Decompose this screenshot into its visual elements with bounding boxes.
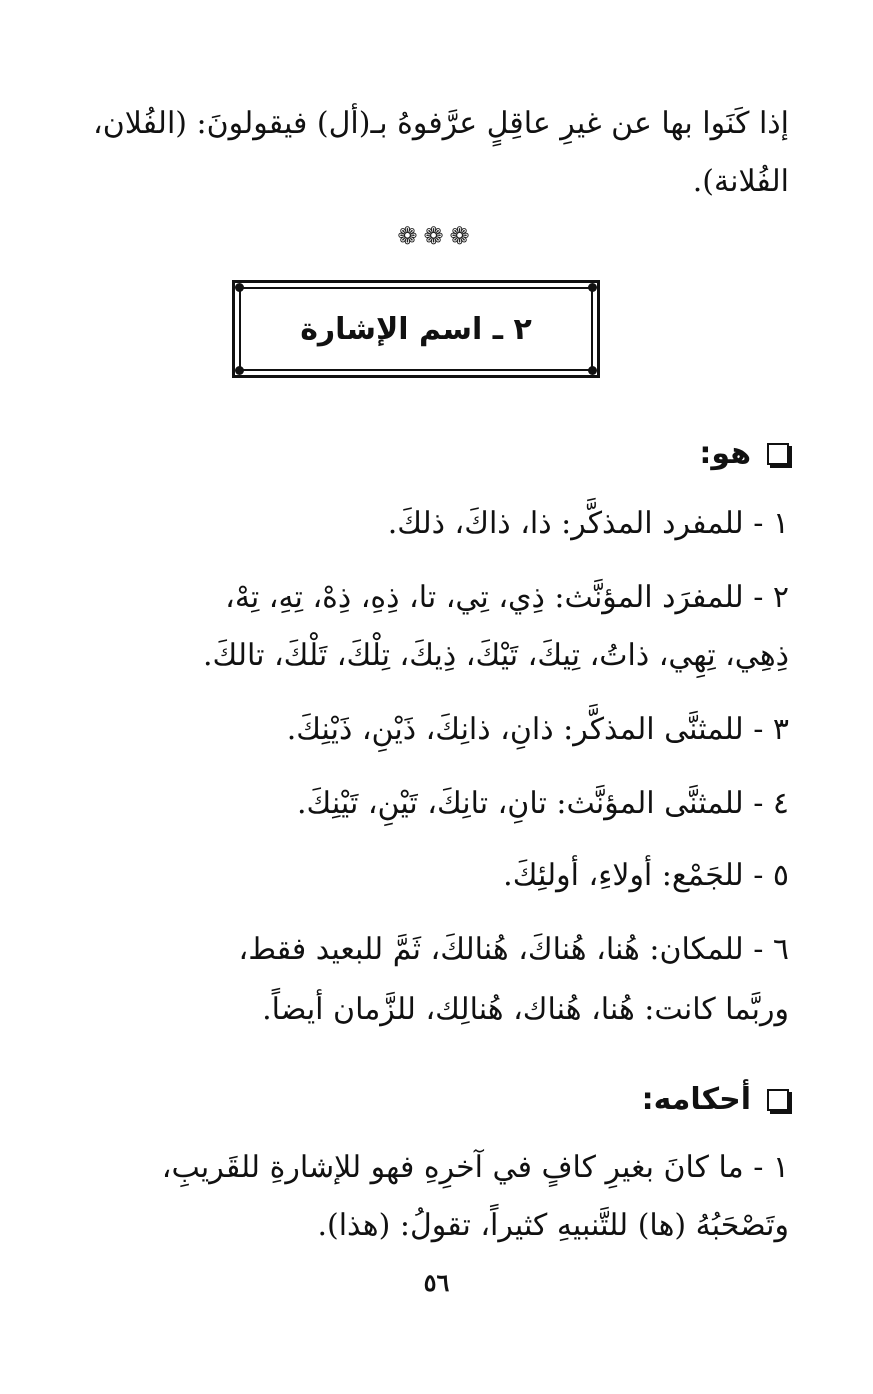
heading-definition [699,434,789,474]
square-bullet-icon [767,1089,789,1111]
rule-1-line-2: وتَصْحَبُهُ (ها) للتَّنبيهِ كثيراً، تقولُ: (هذا). [317,1208,789,1243]
frame-corner-ornament [235,366,244,375]
section-title-frame [232,280,600,378]
intro-line-2: الفُلانة). [692,164,789,199]
heading-rules-label: أحكامه: [641,1082,751,1117]
list-item-1: ١ - للمفرد المذكَّر: ذا، ذاكَ، ذلكَ. [387,506,789,541]
heading-definition-label: هو: [699,436,751,471]
frame-corner-ornament [588,283,597,292]
list-item-3: ٣ - للمثنَّى المذكَّر: ذانِ، ذانِكَ، ذَيْنِ، ذَيْنِكَ. [286,712,789,747]
heading-rules [642,1080,789,1120]
frame-corner-ornament [588,366,597,375]
list-item-2-line-1: ٢ - للمفرَد المؤنَّث: ذِي، تِي، تا، ذِهِ، ذِهْ، تِهِ، تِهْ، [225,580,789,615]
list-item-6-line-2: وربَّما كانت: هُنا، هُناك، هُنالِك، للزَّمان أيضاً. [262,992,789,1027]
list-item-6-line-1: ٦ - للمكان: هُنا، هُناكَ، هُنالكَ، ثَمَّ للبعيد فقط، [238,932,789,967]
section-title: ٢ ـ اسم الإشارة [300,311,532,347]
frame-corner-ornament [235,283,244,292]
list-item-2-line-2: ذِهِي، تِهِي، ذاتُ، تِيكَ، تَيْكَ، ذِيكَ، تِلْكَ، تَلْكَ، تالكَ. [203,638,789,673]
section-title-inner-frame [239,287,593,371]
square-bullet-icon [767,443,789,465]
rule-1-line-1: ١ - ما كانَ بغيرِ كافٍ في آخرِهِ فهو للإشارةِ للقَريبِ، [161,1150,789,1185]
section-separator: ❁❁❁ [397,222,476,250]
list-item-4: ٤ - للمثنَّى المؤنَّث: تانِ، تانِكَ، تَيْنِ، تَيْنِكَ. [297,786,789,821]
list-item-5: ٥ - للجَمْع: أولاءِ، أولئِكَ. [503,858,789,893]
intro-line-1: إذا كَنَوا بها عن غيرِ عاقِلٍ عرَّفوهُ بـ(أل) فيقولونَ: (الفُلان، [93,106,789,141]
page-number: ٥٦ [423,1268,450,1297]
